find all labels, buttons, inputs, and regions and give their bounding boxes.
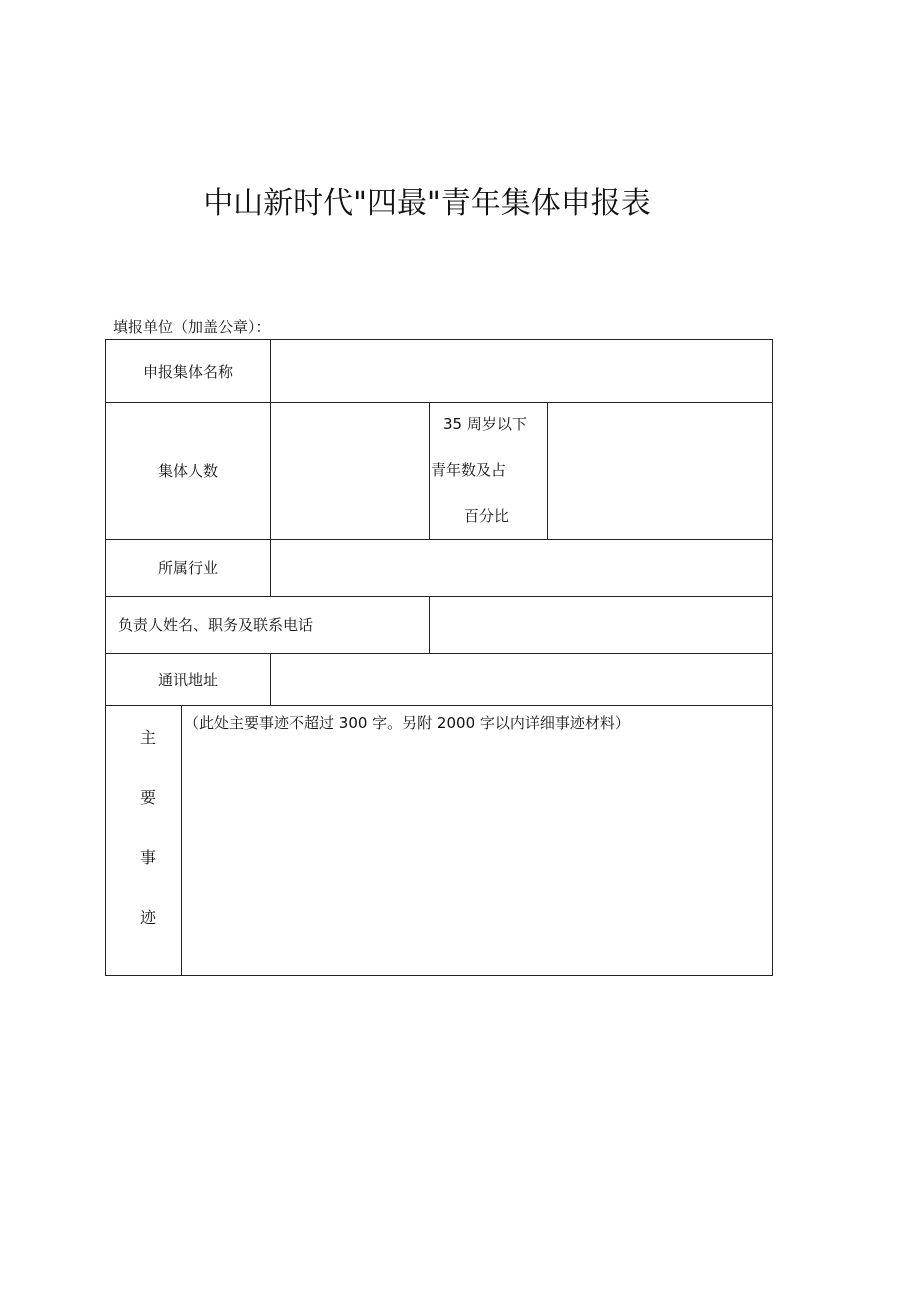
youth-count-label-line3: 百分比 xyxy=(464,507,510,525)
youth-count-label-cell xyxy=(430,403,547,539)
collective-name-label: 申报集体名称 xyxy=(142,362,233,381)
main-deeds-label-char: 主 xyxy=(140,728,157,747)
main-deeds-field[interactable] xyxy=(182,706,772,975)
youth-count-field[interactable] xyxy=(548,403,772,539)
leader-contact-field[interactable] xyxy=(430,597,772,653)
leader-contact-label: 负责人姓名、职务及联系电话 xyxy=(118,616,314,634)
application-form-table xyxy=(105,339,773,976)
main-deeds-label-char: 迹 xyxy=(140,908,157,927)
collective-name-field[interactable] xyxy=(271,340,772,402)
industry-field[interactable] xyxy=(271,540,772,596)
main-deeds-note: （此处主要事迹不超过 300 字。另附 2000 字以内详细事迹材料） xyxy=(184,714,630,732)
youth-count-label-line2: 青年数及占 xyxy=(431,461,507,479)
main-deeds-label xyxy=(106,705,181,975)
member-count-field[interactable] xyxy=(271,403,429,539)
address-field[interactable] xyxy=(271,654,772,705)
address-label: 通讯地址 xyxy=(157,670,218,689)
member-count-label: 集体人数 xyxy=(157,462,218,480)
main-deeds-label-char: 事 xyxy=(140,848,157,867)
reporting-unit-label: 填报单位（加盖公章）： xyxy=(113,318,271,336)
main-deeds-label-char: 要 xyxy=(140,788,157,807)
industry-label: 所属行业 xyxy=(157,559,218,577)
page-title: 中山新时代"四最"青年集体申报表 xyxy=(203,186,651,221)
youth-count-label-line1: 35 周岁以下 xyxy=(443,415,527,433)
